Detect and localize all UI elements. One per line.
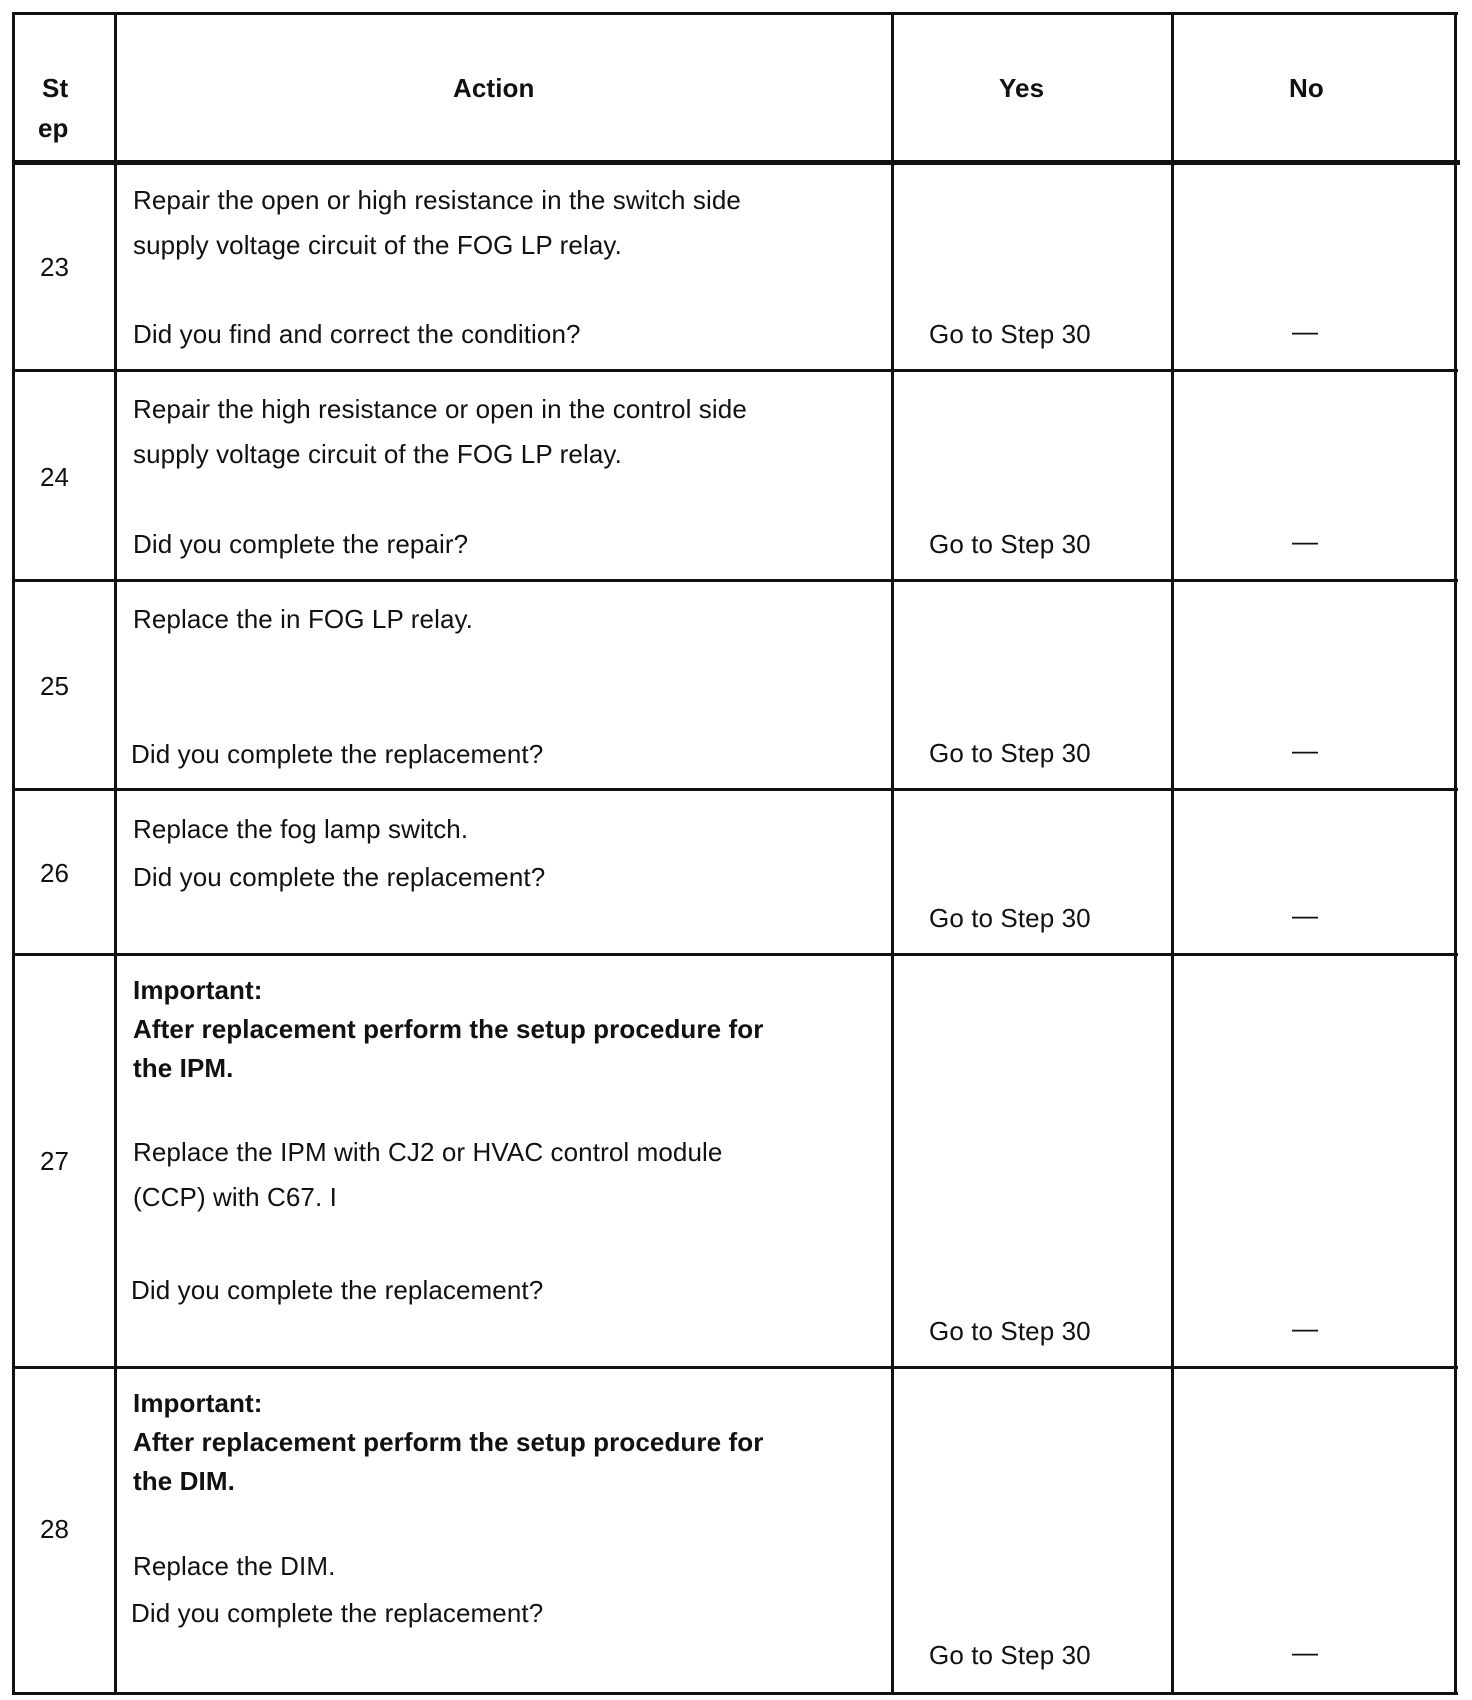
row-divider [12,953,1458,956]
action-question: Did you complete the replacement? [131,1598,544,1628]
header-yes: Yes [999,73,1045,103]
column-divider [891,12,894,1695]
no-result: — [1292,316,1319,346]
yes-result: Go to Step 30 [929,1640,1091,1670]
step-number: 23 [40,252,70,282]
table-border-bottom [12,1692,1458,1695]
important-note: the IPM. [133,1053,234,1083]
row-divider [12,579,1458,582]
important-note: the DIM. [133,1466,235,1496]
action-text: Repair the open or high resistance in the switch side [133,185,741,215]
step-number: 24 [40,462,70,492]
action-text: Replace the IPM with CJ2 or HVAC control module [133,1137,723,1167]
action-question: Did you complete the repair? [133,529,469,559]
no-result: — [1292,735,1319,765]
no-result: — [1292,1313,1319,1343]
action-text: Replace the fog lamp switch. [133,814,469,844]
step-number: 28 [40,1514,70,1544]
important-note: After replacement perform the setup procedure for [133,1014,764,1044]
step-number: 25 [40,671,70,701]
row-divider [12,788,1458,791]
important-note: After replacement perform the setup procedure for [133,1427,764,1457]
table-border-left [12,12,15,1695]
action-question: Did you complete the replacement? [133,862,546,892]
step-number: 26 [40,858,70,888]
table-border-right [1454,12,1457,1695]
no-result: — [1292,900,1319,930]
header-action: Action [453,73,535,103]
no-result: — [1292,526,1319,556]
important-label: Important: [133,975,263,1005]
action-question: Did you complete the replacement? [131,1275,544,1305]
action-text: Replace the DIM. [133,1551,336,1581]
action-question: Did you find and correct the condition? [133,319,581,349]
yes-result: Go to Step 30 [929,319,1091,349]
action-text: Replace the in FOG LP relay. [133,604,473,634]
header-divider [12,160,1460,165]
action-text: (CCP) with C67. I [133,1182,337,1212]
table-border-top [12,12,1458,15]
header-step-line1: St [42,73,69,103]
yes-result: Go to Step 30 [929,529,1091,559]
column-divider [114,12,117,1695]
yes-result: Go to Step 30 [929,1316,1091,1346]
action-text: Repair the high resistance or open in the control side [133,394,747,424]
yes-result: Go to Step 30 [929,738,1091,768]
action-text: supply voltage circuit of the FOG LP relay. [133,230,622,260]
header-no: No [1289,73,1324,103]
no-result: — [1292,1637,1319,1667]
important-label: Important: [133,1388,263,1418]
row-divider [12,369,1458,372]
header-step-line2: ep [38,113,69,143]
yes-result: Go to Step 30 [929,903,1091,933]
step-number: 27 [40,1146,70,1176]
row-divider [12,1366,1458,1369]
action-question: Did you complete the replacement? [131,739,544,769]
column-divider [1171,12,1174,1695]
action-text: supply voltage circuit of the FOG LP relay. [133,439,622,469]
